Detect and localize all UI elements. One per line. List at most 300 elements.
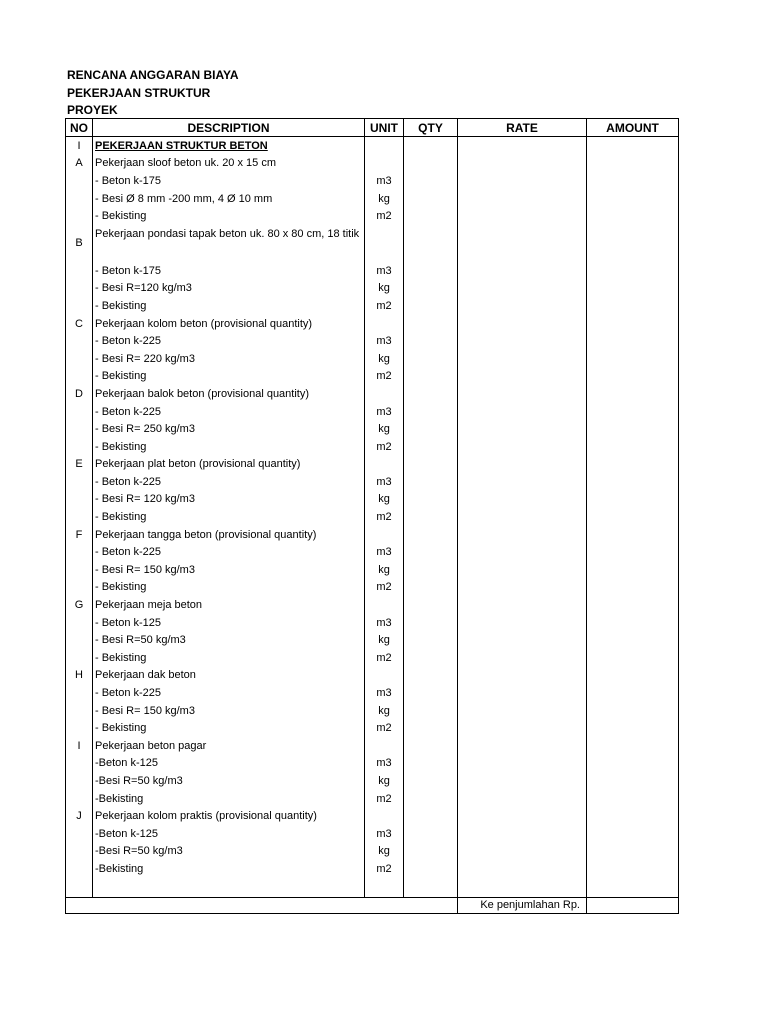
row-amount (587, 667, 679, 685)
row-number (66, 403, 93, 421)
row-description: PEKERJAAN STRUKTUR BETON (93, 137, 365, 155)
cell-empty (587, 878, 679, 898)
row-unit: m2 (365, 579, 404, 597)
table-row (66, 297, 679, 315)
table-row (66, 526, 679, 544)
table-row (66, 772, 679, 790)
row-amount (587, 719, 679, 737)
row-unit: kg (365, 772, 404, 790)
row-qty (404, 825, 458, 843)
row-unit (365, 315, 404, 333)
table-row (66, 508, 679, 526)
row-qty (404, 649, 458, 667)
row-qty (404, 737, 458, 755)
row-number (66, 702, 93, 720)
row-qty (404, 350, 458, 368)
row-qty (404, 403, 458, 421)
row-description: -Bekisting (93, 790, 365, 808)
row-description: - Besi R= 150 kg/m3 (93, 702, 365, 720)
row-rate (458, 385, 587, 403)
column-header-unit: UNIT (365, 119, 404, 137)
row-description: - Beton k-175 (93, 262, 365, 280)
row-number (66, 579, 93, 597)
table-row (66, 403, 679, 421)
row-unit: m2 (365, 860, 404, 878)
row-number (66, 843, 93, 861)
row-qty (404, 190, 458, 208)
table-row (66, 667, 679, 685)
row-description: - Beton k-225 (93, 684, 365, 702)
row-amount (587, 207, 679, 225)
table-row (66, 172, 679, 190)
row-unit (365, 807, 404, 825)
table-row (66, 332, 679, 350)
row-qty (404, 456, 458, 474)
table-row (66, 790, 679, 808)
row-qty (404, 420, 458, 438)
row-unit (365, 385, 404, 403)
table-row (66, 614, 679, 632)
row-rate (458, 843, 587, 861)
table-row (66, 473, 679, 491)
row-amount (587, 843, 679, 861)
row-unit: kg (365, 702, 404, 720)
table-row (66, 225, 679, 262)
row-number (66, 772, 93, 790)
row-amount (587, 561, 679, 579)
cell-empty (458, 878, 587, 898)
total-row (66, 897, 679, 913)
row-rate (458, 332, 587, 350)
document-subtitle: PEKERJAAN STRUKTUR (67, 85, 211, 100)
row-description: Pekerjaan pondasi tapak beton uk. 80 x 80 cm, 18 titik (93, 225, 365, 262)
row-unit: m3 (365, 543, 404, 561)
row-qty (404, 843, 458, 861)
row-rate (458, 137, 587, 155)
row-unit: m3 (365, 755, 404, 773)
row-number (66, 755, 93, 773)
row-rate (458, 262, 587, 280)
row-qty (404, 332, 458, 350)
table-row (66, 420, 679, 438)
row-amount (587, 297, 679, 315)
row-description: -Besi R=50 kg/m3 (93, 843, 365, 861)
row-amount (587, 456, 679, 474)
row-amount (587, 368, 679, 386)
table-row (66, 368, 679, 386)
row-number (66, 368, 93, 386)
row-unit: m3 (365, 473, 404, 491)
row-amount (587, 649, 679, 667)
row-amount (587, 508, 679, 526)
row-rate (458, 190, 587, 208)
row-qty (404, 631, 458, 649)
column-header-no: NO (66, 119, 93, 137)
row-rate (458, 543, 587, 561)
row-description: - Beton k-225 (93, 332, 365, 350)
row-qty (404, 561, 458, 579)
row-amount (587, 137, 679, 155)
row-qty (404, 596, 458, 614)
table-row (66, 755, 679, 773)
row-amount (587, 737, 679, 755)
row-description: - Beton k-225 (93, 473, 365, 491)
row-description: -Besi R=50 kg/m3 (93, 772, 365, 790)
row-rate (458, 297, 587, 315)
row-unit: m2 (365, 649, 404, 667)
row-unit: m3 (365, 262, 404, 280)
row-description: -Bekisting (93, 860, 365, 878)
row-amount (587, 155, 679, 173)
row-rate (458, 350, 587, 368)
row-qty (404, 172, 458, 190)
row-qty (404, 614, 458, 632)
row-rate (458, 807, 587, 825)
row-description: Pekerjaan kolom beton (provisional quantity) (93, 315, 365, 333)
row-description: - Besi R=50 kg/m3 (93, 631, 365, 649)
row-rate (458, 772, 587, 790)
row-unit: m3 (365, 332, 404, 350)
row-unit (365, 456, 404, 474)
row-unit: m2 (365, 368, 404, 386)
total-spacer (404, 897, 458, 913)
row-amount (587, 614, 679, 632)
row-qty (404, 755, 458, 773)
row-amount (587, 225, 679, 262)
row-number (66, 825, 93, 843)
row-unit: m2 (365, 719, 404, 737)
table-row (66, 825, 679, 843)
row-unit (365, 737, 404, 755)
row-qty (404, 473, 458, 491)
row-qty (404, 137, 458, 155)
row-unit (365, 155, 404, 173)
table-row (66, 596, 679, 614)
table-row (66, 280, 679, 298)
table-row (66, 262, 679, 280)
row-number (66, 684, 93, 702)
row-qty (404, 702, 458, 720)
row-rate (458, 491, 587, 509)
row-description: - Bekisting (93, 579, 365, 597)
row-rate (458, 473, 587, 491)
row-number: I (66, 137, 93, 155)
table-row (66, 649, 679, 667)
row-number (66, 207, 93, 225)
row-qty (404, 491, 458, 509)
row-number (66, 561, 93, 579)
row-description: - Bekisting (93, 438, 365, 456)
table-row (66, 579, 679, 597)
row-amount (587, 385, 679, 403)
row-amount (587, 596, 679, 614)
table-row (66, 807, 679, 825)
row-amount (587, 190, 679, 208)
row-amount (587, 755, 679, 773)
row-description: - Bekisting (93, 297, 365, 315)
row-description: - Beton k-175 (93, 172, 365, 190)
row-qty (404, 262, 458, 280)
row-description: Pekerjaan tangga beton (provisional quantity) (93, 526, 365, 544)
row-amount (587, 491, 679, 509)
table-row (66, 456, 679, 474)
table-row (66, 207, 679, 225)
table-row (66, 719, 679, 737)
row-description: Pekerjaan plat beton (provisional quantity) (93, 456, 365, 474)
row-qty (404, 225, 458, 262)
row-description: Pekerjaan dak beton (93, 667, 365, 685)
row-description: - Bekisting (93, 719, 365, 737)
row-number: H (66, 667, 93, 685)
row-qty (404, 526, 458, 544)
table-row (66, 860, 679, 878)
row-unit: kg (365, 190, 404, 208)
row-amount (587, 280, 679, 298)
row-rate (458, 508, 587, 526)
row-qty (404, 543, 458, 561)
row-rate (458, 561, 587, 579)
row-amount (587, 825, 679, 843)
row-rate (458, 755, 587, 773)
row-number (66, 491, 93, 509)
table-row (66, 190, 679, 208)
row-number (66, 790, 93, 808)
row-amount (587, 772, 679, 790)
table-body (66, 137, 679, 878)
row-unit: m3 (365, 614, 404, 632)
project-label: PROYEK (67, 103, 118, 117)
row-number: F (66, 526, 93, 544)
row-description: -Beton k-125 (93, 755, 365, 773)
column-header-qty: QTY (404, 119, 458, 137)
row-number (66, 350, 93, 368)
row-rate (458, 702, 587, 720)
row-amount (587, 438, 679, 456)
row-qty (404, 315, 458, 333)
row-number (66, 508, 93, 526)
row-description: Pekerjaan beton pagar (93, 737, 365, 755)
row-amount (587, 262, 679, 280)
row-qty (404, 807, 458, 825)
row-unit: kg (365, 631, 404, 649)
row-rate (458, 860, 587, 878)
row-qty (404, 508, 458, 526)
row-rate (458, 420, 587, 438)
row-qty (404, 385, 458, 403)
row-amount (587, 526, 679, 544)
row-rate (458, 719, 587, 737)
row-number (66, 473, 93, 491)
row-number: J (66, 807, 93, 825)
row-amount (587, 790, 679, 808)
table-row (66, 684, 679, 702)
column-header-description: DESCRIPTION (93, 119, 365, 137)
row-amount (587, 807, 679, 825)
table-row (66, 385, 679, 403)
row-description: - Bekisting (93, 207, 365, 225)
row-rate (458, 684, 587, 702)
row-unit: m2 (365, 207, 404, 225)
row-qty (404, 297, 458, 315)
row-description: - Bekisting (93, 368, 365, 386)
row-amount (587, 860, 679, 878)
row-description: - Beton k-225 (93, 543, 365, 561)
column-header-amount: AMOUNT (587, 119, 679, 137)
row-rate (458, 155, 587, 173)
row-description: - Beton k-225 (93, 403, 365, 421)
row-qty (404, 719, 458, 737)
row-rate (458, 438, 587, 456)
row-qty (404, 684, 458, 702)
row-qty (404, 860, 458, 878)
row-number (66, 172, 93, 190)
row-amount (587, 473, 679, 491)
row-amount (587, 631, 679, 649)
row-qty (404, 368, 458, 386)
row-rate (458, 667, 587, 685)
row-unit: m3 (365, 684, 404, 702)
row-description: - Bekisting (93, 508, 365, 526)
row-number (66, 719, 93, 737)
table-row (66, 543, 679, 561)
row-description: - Besi R= 220 kg/m3 (93, 350, 365, 368)
row-number (66, 262, 93, 280)
row-description: Pekerjaan kolom praktis (provisional quantity) (93, 807, 365, 825)
row-number (66, 543, 93, 561)
row-rate (458, 579, 587, 597)
cell-empty (66, 878, 93, 898)
row-unit: kg (365, 420, 404, 438)
row-unit: m2 (365, 297, 404, 315)
row-number (66, 297, 93, 315)
row-description: - Beton k-125 (93, 614, 365, 632)
column-header-rate: RATE (458, 119, 587, 137)
table-row (66, 491, 679, 509)
row-rate (458, 790, 587, 808)
row-number (66, 280, 93, 298)
row-unit: m2 (365, 508, 404, 526)
row-number (66, 420, 93, 438)
row-qty (404, 790, 458, 808)
row-unit: kg (365, 561, 404, 579)
row-amount (587, 702, 679, 720)
row-number: C (66, 315, 93, 333)
row-qty (404, 438, 458, 456)
table-row (66, 137, 679, 155)
table-row (66, 561, 679, 579)
document-title: RENCANA ANGGARAN BIAYA (67, 68, 239, 82)
table-row (66, 737, 679, 755)
document-header (67, 67, 239, 120)
row-rate (458, 172, 587, 190)
row-unit: m3 (365, 172, 404, 190)
row-unit: m3 (365, 403, 404, 421)
row-number: G (66, 596, 93, 614)
row-unit (365, 667, 404, 685)
row-number (66, 332, 93, 350)
table-header-row (66, 119, 679, 137)
total-amount-cell (587, 897, 679, 913)
row-qty (404, 280, 458, 298)
row-description: - Besi R=120 kg/m3 (93, 280, 365, 298)
row-qty (404, 207, 458, 225)
row-amount (587, 350, 679, 368)
table-row (66, 702, 679, 720)
row-rate (458, 368, 587, 386)
row-number: I (66, 737, 93, 755)
row-unit (365, 137, 404, 155)
row-qty (404, 772, 458, 790)
total-label: Ke penjumlahan Rp. (458, 897, 587, 913)
row-description: - Besi R= 250 kg/m3 (93, 420, 365, 438)
row-number (66, 649, 93, 667)
row-number (66, 438, 93, 456)
row-number: D (66, 385, 93, 403)
total-spacer (66, 897, 404, 913)
table-row (66, 843, 679, 861)
table-row (66, 631, 679, 649)
row-number (66, 190, 93, 208)
row-description: Pekerjaan sloof beton uk. 20 x 15 cm (93, 155, 365, 173)
row-amount (587, 332, 679, 350)
row-unit: m2 (365, 438, 404, 456)
row-unit (365, 526, 404, 544)
row-qty (404, 155, 458, 173)
row-rate (458, 526, 587, 544)
row-rate (458, 596, 587, 614)
row-unit: kg (365, 491, 404, 509)
row-unit: m3 (365, 825, 404, 843)
row-rate (458, 737, 587, 755)
row-amount (587, 684, 679, 702)
row-number (66, 631, 93, 649)
row-rate (458, 649, 587, 667)
table-row (66, 315, 679, 333)
row-number (66, 860, 93, 878)
row-rate (458, 207, 587, 225)
row-amount (587, 420, 679, 438)
row-qty (404, 579, 458, 597)
row-description: -Beton k-125 (93, 825, 365, 843)
row-rate (458, 614, 587, 632)
row-amount (587, 172, 679, 190)
spacer-row (66, 878, 679, 898)
row-number: E (66, 456, 93, 474)
row-unit: kg (365, 843, 404, 861)
row-rate (458, 403, 587, 421)
row-description: - Besi R= 150 kg/m3 (93, 561, 365, 579)
cell-empty (404, 878, 458, 898)
row-rate (458, 225, 587, 262)
row-rate (458, 280, 587, 298)
table-row (66, 155, 679, 173)
row-description: - Besi R= 120 kg/m3 (93, 491, 365, 509)
row-unit (365, 225, 404, 262)
row-unit: kg (365, 350, 404, 368)
row-unit: m2 (365, 790, 404, 808)
row-description: Pekerjaan balok beton (provisional quantity) (93, 385, 365, 403)
budget-table (65, 118, 679, 914)
row-unit: kg (365, 280, 404, 298)
row-unit (365, 596, 404, 614)
row-description: - Bekisting (93, 649, 365, 667)
row-description: Pekerjaan meja beton (93, 596, 365, 614)
row-amount (587, 543, 679, 561)
table-row (66, 350, 679, 368)
row-amount (587, 315, 679, 333)
cell-empty (93, 878, 365, 898)
row-rate (458, 315, 587, 333)
